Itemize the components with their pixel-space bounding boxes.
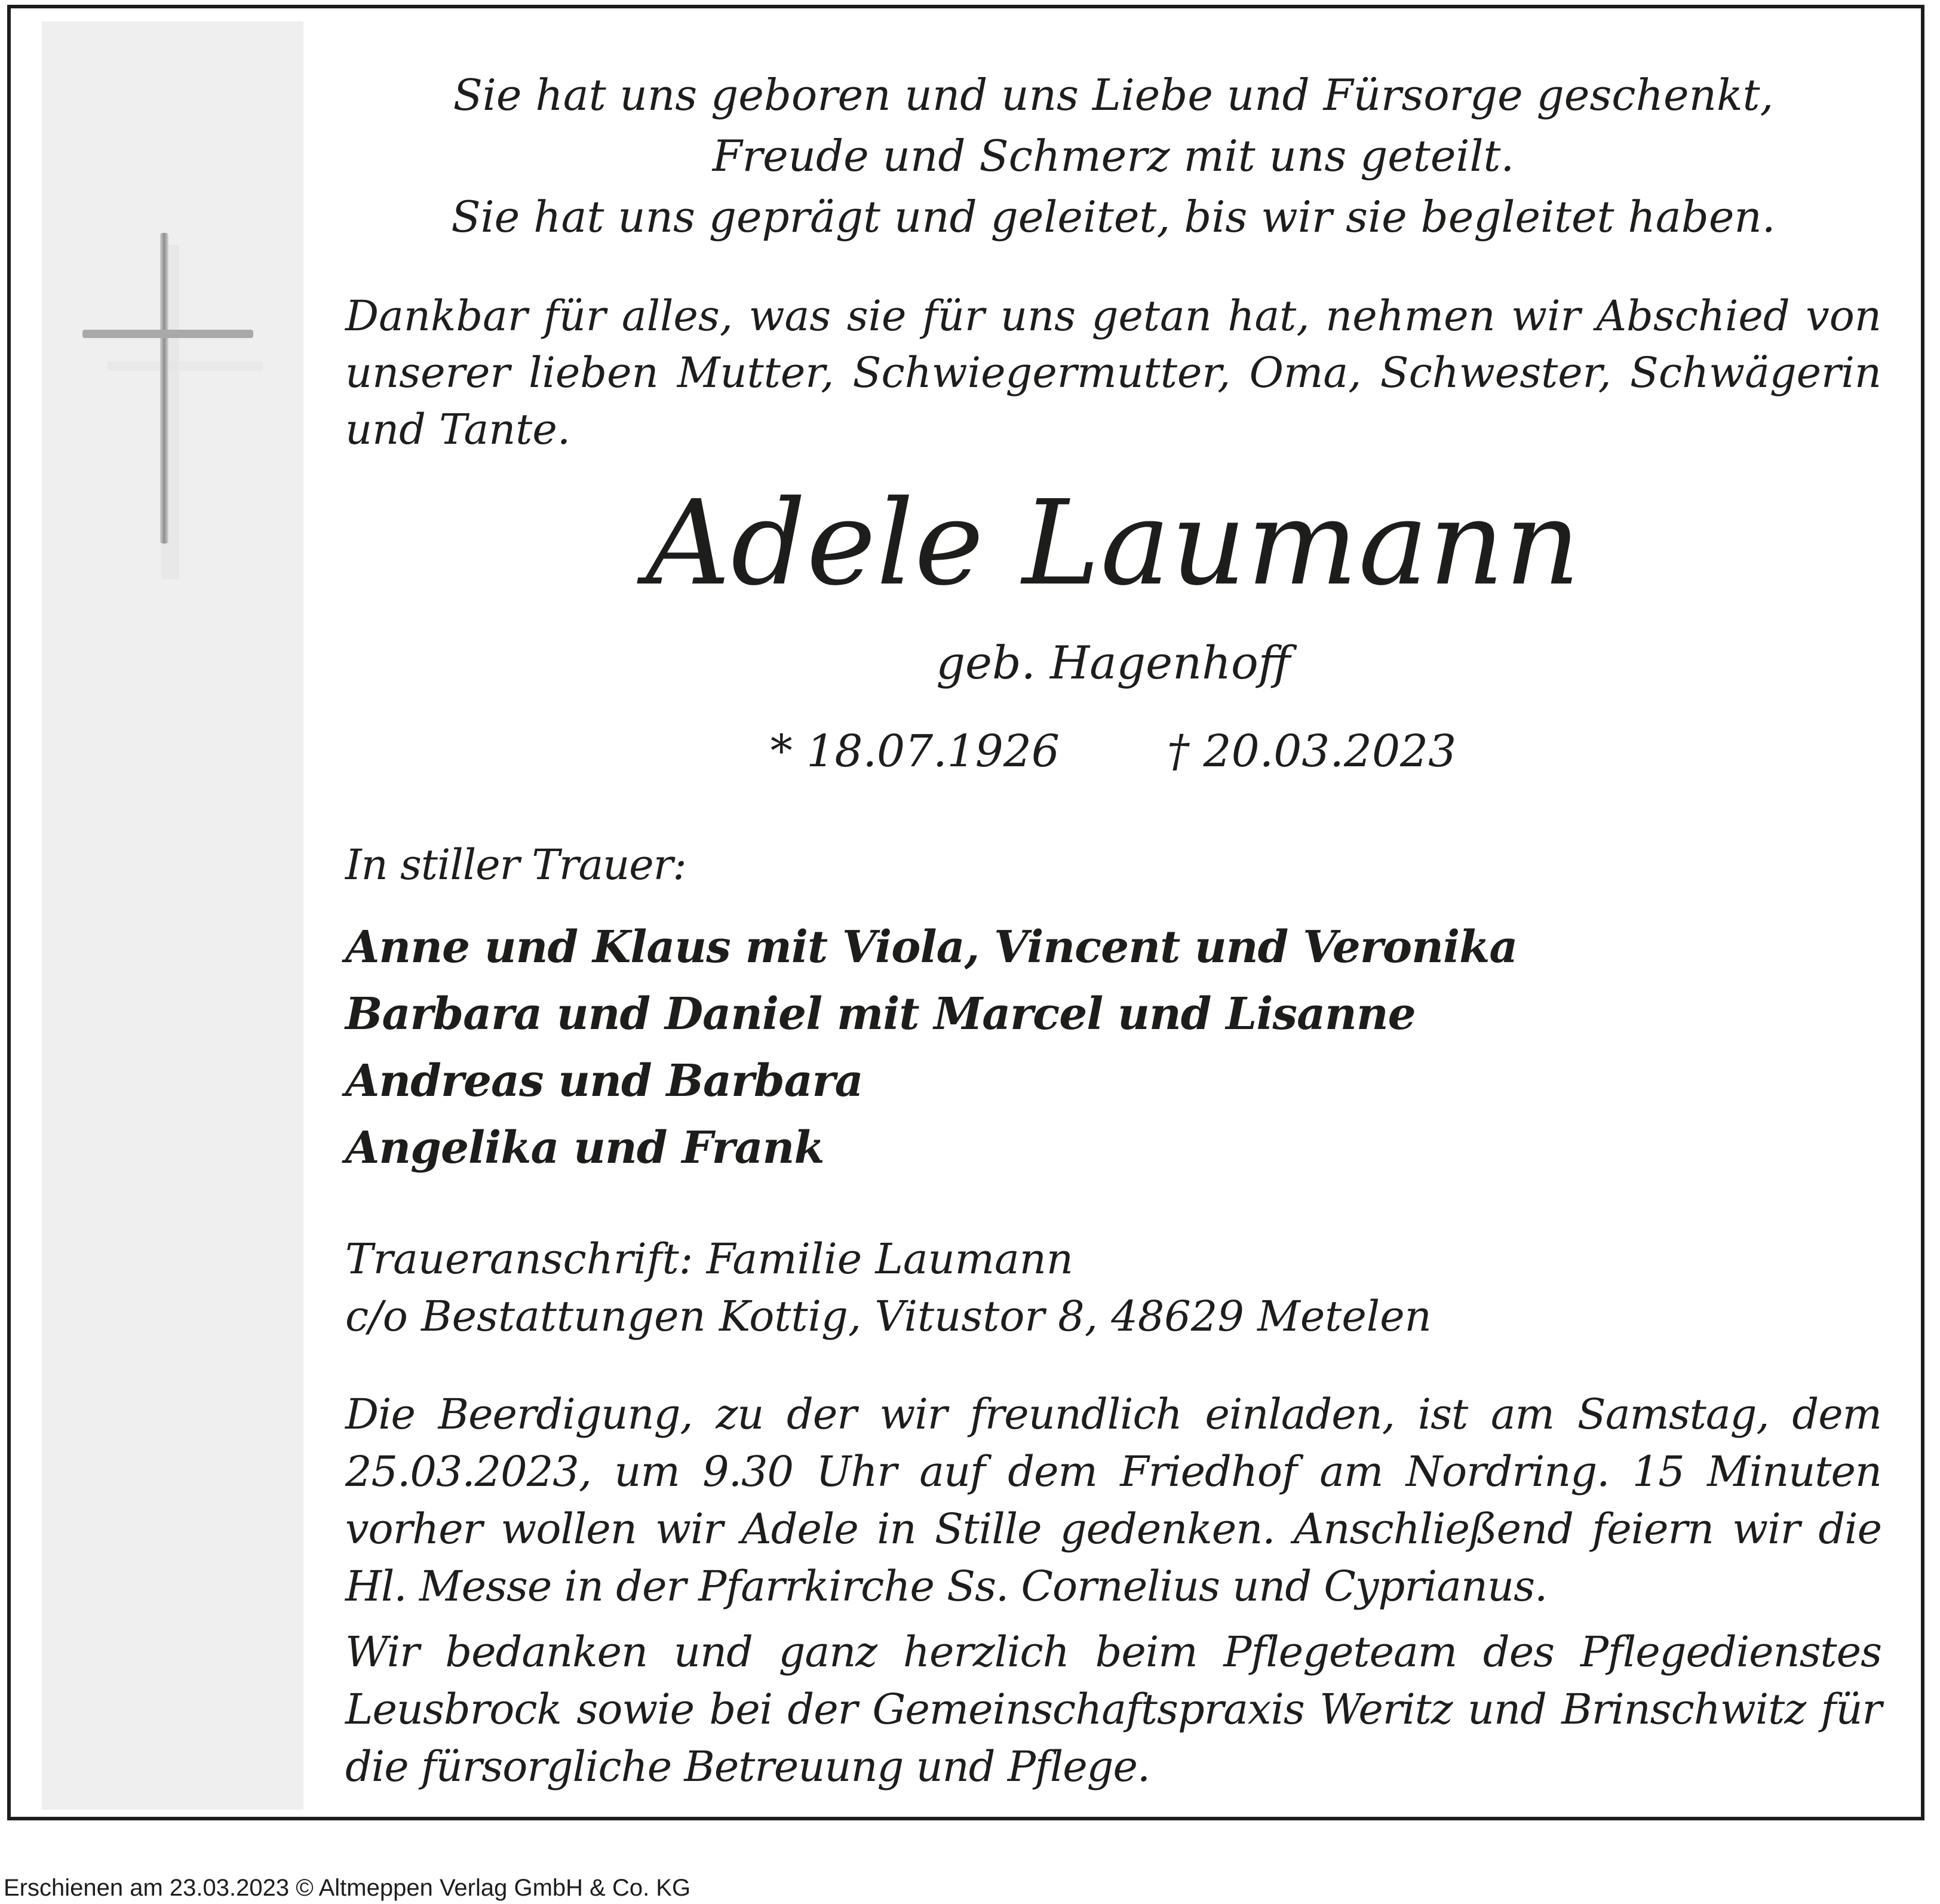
motto-line: Sie hat uns geboren und uns Liebe und Fürsorge geschenkt, xyxy=(453,70,1774,120)
thankyou-paragraph: Wir bedanken und ganz herzlich beim Pflegeteam des Pflegedienstes Leusbrock sowie bei der Gemeinschaftspraxis Weritz und Brinschwitz für die fürsorgliche Betreuung und Pflege. xyxy=(345,1627,1881,1791)
motto-line: Sie hat uns geprägt und geleitet, bis wir sie begleitet haben. xyxy=(451,192,1776,242)
birth-name: geb. Hagenhoff xyxy=(936,636,1291,689)
thanks-paragraph: Dankbar für alles, was sie für uns getan hat, nehmen wir Abschied von unserer lieben Mutter, Schwiegermutter, Oma, Schwester, Schwägerin und Tante. xyxy=(345,291,1881,454)
address-line: c/o Bestattungen Kottig, Vitustor 8, 48629 Metelen xyxy=(345,1292,1432,1341)
family-list xyxy=(345,914,1881,1181)
motto-line: Freude und Schmerz mit uns geteilt. xyxy=(712,131,1515,181)
publication-footer: Erschienen am 23.03.2023 © Altmeppen Verlag GmbH & Co. KG xyxy=(4,1875,691,1901)
mourning-address xyxy=(345,1230,1881,1345)
birth-date: * 18.07.1926 xyxy=(770,726,1060,777)
address-line: Traueranschrift: Familie Laumann xyxy=(345,1234,1073,1283)
mourning-label: In stiller Trauer: xyxy=(345,840,686,889)
death-date: † 20.03.2023 xyxy=(1167,726,1457,777)
motto xyxy=(345,65,1881,247)
life-dates xyxy=(345,721,1881,781)
cross-icon xyxy=(72,227,287,585)
family-member: Anne und Klaus mit Viola, Vincent und Veronika xyxy=(345,922,1518,973)
family-member: Barbara und Daniel mit Marcel und Lisanne xyxy=(345,988,1416,1040)
deceased-name: Adele Laumann xyxy=(646,475,1581,612)
family-member: Angelika und Frank xyxy=(345,1122,824,1174)
funeral-paragraph: Die Beerdigung, zu der wir freundlich einladen, ist am Samstag, dem 25.03.2023, um 9.30 Uhr auf dem Friedhof am Nordring. 15 Minuten vorher wollen wir Adele in Stille gedenken. Anschließend feiern wir die Hl. Messe in der Pfarrkirche Ss. Cornelius und Cyprianus. xyxy=(345,1390,1881,1611)
family-member: Andreas und Barbara xyxy=(345,1055,863,1107)
